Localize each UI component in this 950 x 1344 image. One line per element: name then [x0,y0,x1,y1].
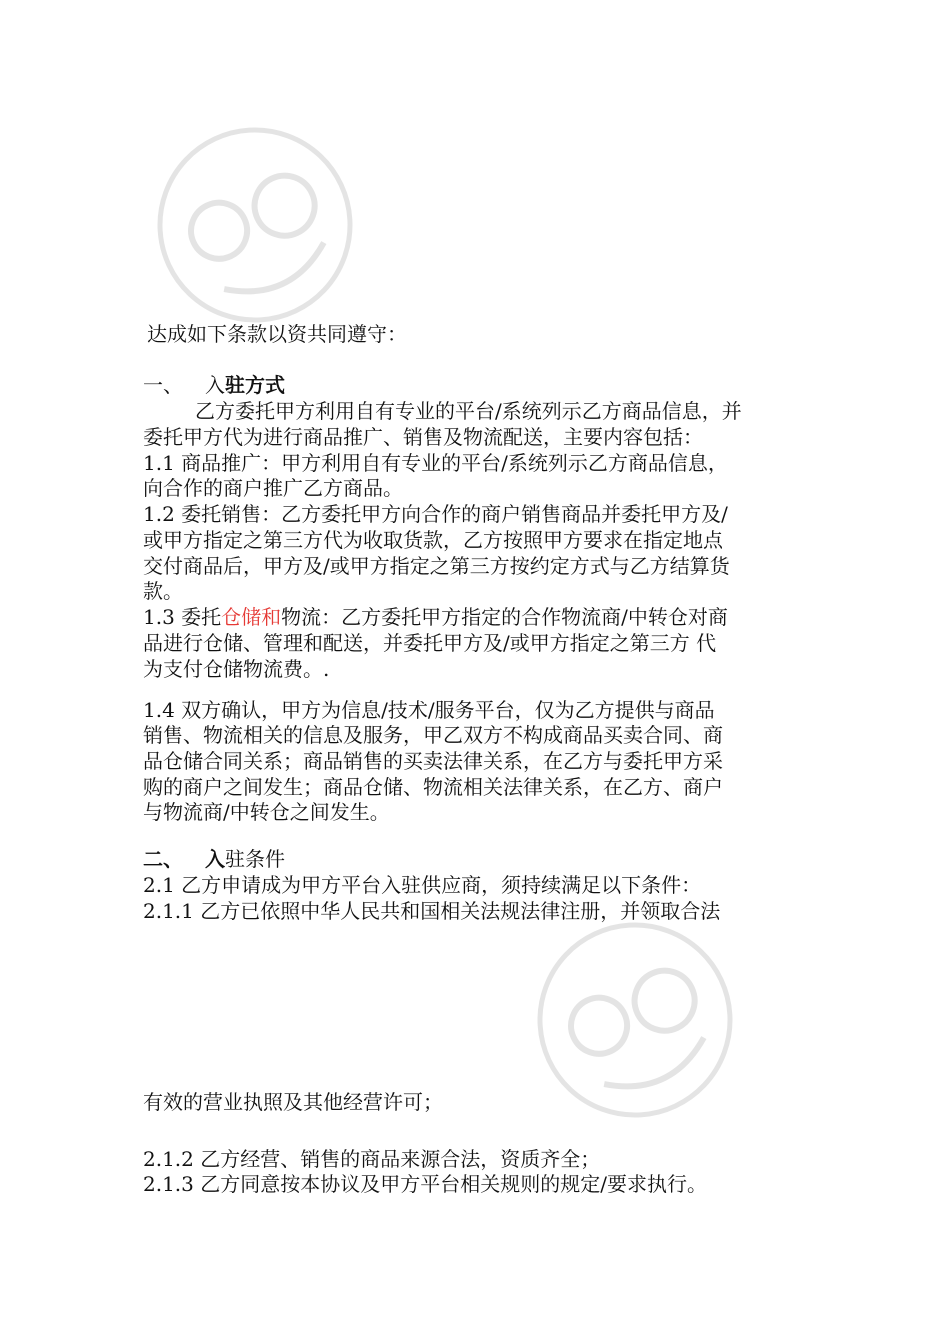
paragraph-line: 有效的营业执照及其他经营许可； [143,1090,443,1114]
clause-2-1-1: 2.1.1 乙方已依照中华人民共和国相关法规法律注册，并领取合法 [143,899,721,923]
clause-2-1-2: 2.1.2 乙方经营、销售的商品来源合法，资质齐全； [143,1147,601,1171]
paragraph-line: 购的商户之间发生；商品仓储、物流相关法律关系，在乙方、商户 [143,775,723,799]
section-1-heading [143,372,285,398]
paragraph-line: 向合作的商户推广乙方商品。 [143,476,403,500]
paragraph-line: 与物流商/中转仓之间发生。 [143,800,390,824]
clause-2-1-3: 2.1.3 乙方同意按本协议及甲方平台相关规则的规定/要求执行。 [143,1172,707,1196]
paragraph-line: 品仓储合同关系；商品销售的买卖法律关系，在乙方与委托甲方采 [143,749,723,773]
paragraph-line: 交付商品后，甲方及/或甲方指定之第三方按约定方式与乙方结算货 [143,554,730,578]
section-title-part: 入 [205,847,225,871]
paragraph-line: 委托甲方代为进行商品推广、销售及物流配送，主要内容包括： [143,425,703,449]
highlighted-text: 仓储和 [221,605,282,629]
paragraph-line: 销售、物流相关的信息及服务，甲乙双方不构成商品买卖合同、商 [143,723,723,747]
paragraph-line: 款。 [143,579,183,603]
clause-1-2: 1.2 委托销售：乙方委托甲方向合作的商户销售商品并委托甲方及/ [143,502,728,526]
paragraph-line: 或甲方指定之第三方代为收取货款，乙方按照甲方要求在指定地点 [143,528,723,552]
clause-text: 物流：乙方委托甲方指定的合作物流商/中转仓对商 [281,605,728,629]
section-title-part: 驻方式 [225,373,285,397]
section-number: 二、 [143,847,183,871]
paragraph-line: 品进行仓储、管理和配送，并委托甲方及/或甲方指定之第三方 代 [143,631,717,655]
section-2-heading [143,846,285,872]
section-title-part: 驻条件 [225,847,285,871]
clause-1-4: 1.4 双方确认，甲方为信息/技术/服务平台，仅为乙方提供与商品 [143,698,715,722]
section-title-part: 入 [205,373,225,397]
clause-text: 1.3 委托 [143,605,222,629]
section-number: 一、 [143,373,183,397]
paragraph-line: 为支付仓储物流费。. [143,657,330,681]
clause-1-1: 1.1 商品推广：甲方利用自有专业的平台/系统列示乙方商品信息， [143,451,728,475]
clause-1-3 [143,604,728,630]
clause-2-1: 2.1 乙方申请成为甲方平台入驻供应商，须持续满足以下条件： [143,873,702,897]
intro-text: 达成如下条款以资共同遵守： [147,322,407,346]
paragraph-line: 乙方委托甲方利用自有专业的平台/系统列示乙方商品信息，并 [195,399,742,423]
